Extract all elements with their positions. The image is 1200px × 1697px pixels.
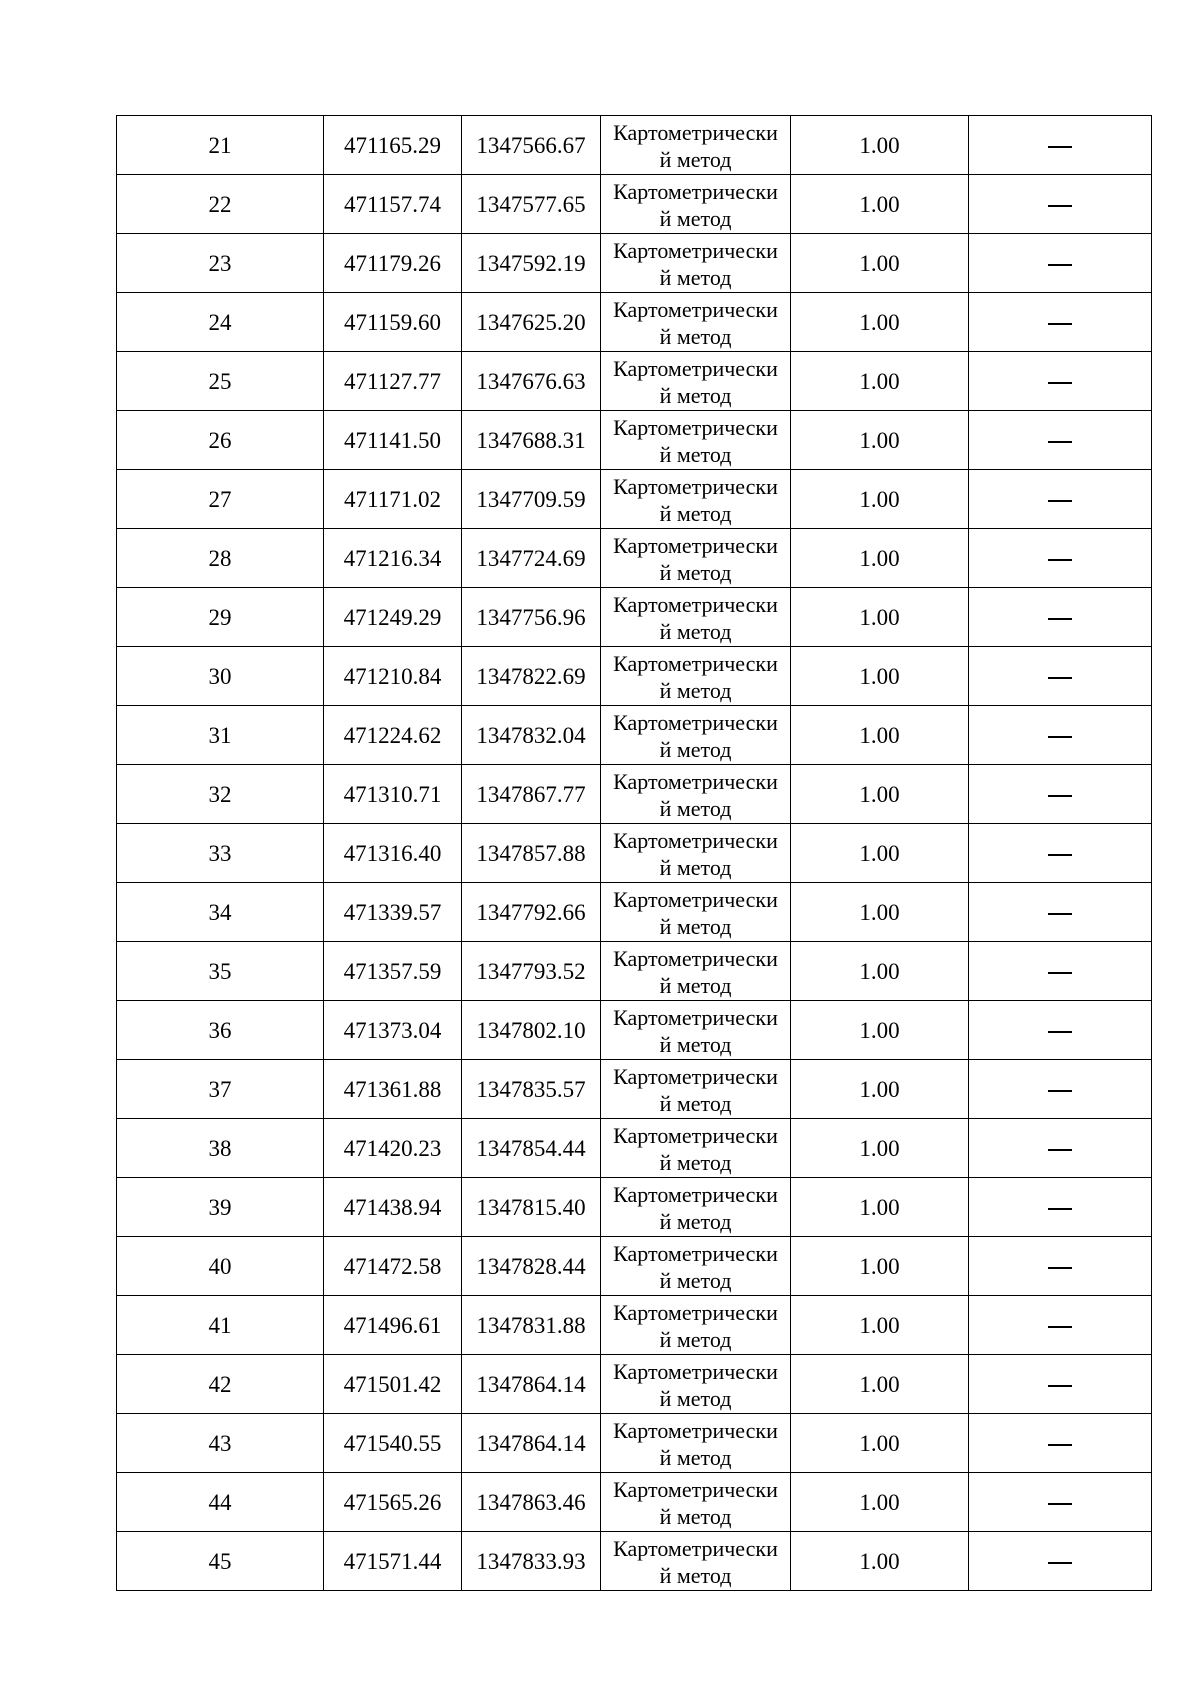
y-coordinate-cell: 1347592.19: [462, 234, 601, 293]
method-text-line-1: Картометрически: [613, 1064, 778, 1089]
note-cell: [969, 411, 1152, 470]
point-number-cell: 41: [117, 1296, 324, 1355]
method-text-line-1: Картометрически: [613, 828, 778, 853]
method-text-line-2: й метод: [659, 324, 732, 349]
table-row: [117, 942, 1152, 1001]
method-text-line-1: Картометрически: [613, 415, 778, 440]
method-text-line-2: й метод: [659, 619, 732, 644]
note-cell: [969, 706, 1152, 765]
em-dash-mark: [1048, 441, 1072, 443]
x-coordinate-cell: 471501.42: [324, 1355, 462, 1414]
table-row: [117, 352, 1152, 411]
y-coordinate-cell: 1347857.88: [462, 824, 601, 883]
em-dash-mark: [1048, 264, 1072, 266]
table-row: [117, 1296, 1152, 1355]
point-number-cell: 34: [117, 883, 324, 942]
point-number-cell: 30: [117, 647, 324, 706]
em-dash-mark: [1048, 1562, 1072, 1564]
method-cell: [601, 588, 791, 647]
y-coordinate-cell: 1347724.69: [462, 529, 601, 588]
table-row: [117, 647, 1152, 706]
method-text-line-2: й метод: [659, 1327, 732, 1352]
y-coordinate-cell: 1347815.40: [462, 1178, 601, 1237]
x-coordinate-cell: 471159.60: [324, 293, 462, 352]
note-cell: [969, 1532, 1152, 1591]
note-cell: [969, 588, 1152, 647]
y-coordinate-cell: 1347822.69: [462, 647, 601, 706]
accuracy-cell: 1.00: [791, 1119, 969, 1178]
method-text-line-2: й метод: [659, 1504, 732, 1529]
method-cell: [601, 1296, 791, 1355]
table-row: [117, 1001, 1152, 1060]
y-coordinate-cell: 1347835.57: [462, 1060, 601, 1119]
method-cell: [601, 883, 791, 942]
method-text-line-1: Картометрически: [613, 1359, 778, 1384]
method-text-line-2: й метод: [659, 1209, 732, 1234]
note-cell: [969, 1001, 1152, 1060]
method-text-line-2: й метод: [659, 442, 732, 467]
coordinates-table-body: [117, 116, 1152, 1591]
point-number-cell: 31: [117, 706, 324, 765]
note-cell: [969, 175, 1152, 234]
accuracy-cell: 1.00: [791, 470, 969, 529]
point-number-cell: 37: [117, 1060, 324, 1119]
accuracy-cell: 1.00: [791, 1178, 969, 1237]
table-row: [117, 765, 1152, 824]
method-text-line-1: Картометрически: [613, 592, 778, 617]
method-text-line-1: Картометрически: [613, 297, 778, 322]
table-row: [117, 470, 1152, 529]
method-cell: [601, 1237, 791, 1296]
note-cell: [969, 234, 1152, 293]
em-dash-mark: [1048, 559, 1072, 561]
method-cell: [601, 1532, 791, 1591]
y-coordinate-cell: 1347709.59: [462, 470, 601, 529]
table-row: [117, 116, 1152, 175]
method-text-line-1: Картометрически: [613, 1005, 778, 1030]
method-text-line-2: й метод: [659, 914, 732, 939]
accuracy-cell: 1.00: [791, 411, 969, 470]
method-text-line-2: й метод: [659, 678, 732, 703]
em-dash-mark: [1048, 1267, 1072, 1269]
accuracy-cell: 1.00: [791, 1001, 969, 1060]
accuracy-cell: 1.00: [791, 1237, 969, 1296]
em-dash-mark: [1048, 1503, 1072, 1505]
x-coordinate-cell: 471361.88: [324, 1060, 462, 1119]
point-number-cell: 23: [117, 234, 324, 293]
method-cell: [601, 824, 791, 883]
method-cell: [601, 647, 791, 706]
y-coordinate-cell: 1347864.14: [462, 1355, 601, 1414]
method-text-line-2: й метод: [659, 1150, 732, 1175]
accuracy-cell: 1.00: [791, 529, 969, 588]
note-cell: [969, 293, 1152, 352]
method-text-line-1: Картометрически: [613, 1477, 778, 1502]
method-text-line-1: Картометрически: [613, 1241, 778, 1266]
note-cell: [969, 824, 1152, 883]
table-row: [117, 824, 1152, 883]
method-cell: [601, 942, 791, 1001]
method-text-line-1: Картометрически: [613, 1536, 778, 1561]
method-text-line-2: й метод: [659, 855, 732, 880]
accuracy-cell: 1.00: [791, 883, 969, 942]
x-coordinate-cell: 471179.26: [324, 234, 462, 293]
x-coordinate-cell: 471310.71: [324, 765, 462, 824]
method-text-line-2: й метод: [659, 1032, 732, 1057]
accuracy-cell: 1.00: [791, 765, 969, 824]
note-cell: [969, 352, 1152, 411]
method-cell: [601, 1473, 791, 1532]
method-cell: [601, 175, 791, 234]
em-dash-mark: [1048, 1444, 1072, 1446]
accuracy-cell: 1.00: [791, 1060, 969, 1119]
note-cell: [969, 1178, 1152, 1237]
x-coordinate-cell: 471210.84: [324, 647, 462, 706]
note-cell: [969, 470, 1152, 529]
x-coordinate-cell: 471496.61: [324, 1296, 462, 1355]
method-cell: [601, 1119, 791, 1178]
method-text-line-2: й метод: [659, 265, 732, 290]
em-dash-mark: [1048, 146, 1072, 148]
accuracy-cell: 1.00: [791, 1296, 969, 1355]
table-row: [117, 1060, 1152, 1119]
point-number-cell: 42: [117, 1355, 324, 1414]
method-text-line-2: й метод: [659, 147, 732, 172]
accuracy-cell: 1.00: [791, 588, 969, 647]
em-dash-mark: [1048, 795, 1072, 797]
method-text-line-1: Картометрически: [613, 238, 778, 263]
x-coordinate-cell: 471127.77: [324, 352, 462, 411]
method-text-line-2: й метод: [659, 1091, 732, 1116]
method-cell: [601, 1001, 791, 1060]
x-coordinate-cell: 471373.04: [324, 1001, 462, 1060]
method-cell: [601, 1414, 791, 1473]
em-dash-mark: [1048, 913, 1072, 915]
table-row: [117, 1119, 1152, 1178]
accuracy-cell: 1.00: [791, 1532, 969, 1591]
x-coordinate-cell: 471438.94: [324, 1178, 462, 1237]
em-dash-mark: [1048, 618, 1072, 620]
x-coordinate-cell: 471339.57: [324, 883, 462, 942]
coordinates-table: [116, 115, 1152, 1591]
method-text-line-2: й метод: [659, 1386, 732, 1411]
table-row: [117, 411, 1152, 470]
accuracy-cell: 1.00: [791, 175, 969, 234]
point-number-cell: 24: [117, 293, 324, 352]
table-row: [117, 293, 1152, 352]
x-coordinate-cell: 471571.44: [324, 1532, 462, 1591]
note-cell: [969, 942, 1152, 1001]
table-row: [117, 175, 1152, 234]
accuracy-cell: 1.00: [791, 234, 969, 293]
table-row: [117, 883, 1152, 942]
method-text-line-1: Картометрически: [613, 474, 778, 499]
method-cell: [601, 234, 791, 293]
method-text-line-1: Картометрически: [613, 769, 778, 794]
x-coordinate-cell: 471216.34: [324, 529, 462, 588]
x-coordinate-cell: 471565.26: [324, 1473, 462, 1532]
note-cell: [969, 1296, 1152, 1355]
em-dash-mark: [1048, 1385, 1072, 1387]
point-number-cell: 38: [117, 1119, 324, 1178]
x-coordinate-cell: 471171.02: [324, 470, 462, 529]
method-text-line-1: Картометрически: [613, 710, 778, 735]
method-text-line-2: й метод: [659, 501, 732, 526]
note-cell: [969, 1119, 1152, 1178]
em-dash-mark: [1048, 323, 1072, 325]
point-number-cell: 32: [117, 765, 324, 824]
x-coordinate-cell: 471165.29: [324, 116, 462, 175]
note-cell: [969, 647, 1152, 706]
point-number-cell: 39: [117, 1178, 324, 1237]
x-coordinate-cell: 471249.29: [324, 588, 462, 647]
y-coordinate-cell: 1347577.65: [462, 175, 601, 234]
accuracy-cell: 1.00: [791, 1355, 969, 1414]
note-cell: [969, 1414, 1152, 1473]
table-row: [117, 1178, 1152, 1237]
x-coordinate-cell: 471540.55: [324, 1414, 462, 1473]
method-text-line-2: й метод: [659, 206, 732, 231]
method-cell: [601, 529, 791, 588]
method-text-line-1: Картометрически: [613, 1123, 778, 1148]
em-dash-mark: [1048, 972, 1072, 974]
em-dash-mark: [1048, 1090, 1072, 1092]
method-cell: [601, 765, 791, 824]
em-dash-mark: [1048, 854, 1072, 856]
note-cell: [969, 529, 1152, 588]
accuracy-cell: 1.00: [791, 942, 969, 1001]
accuracy-cell: 1.00: [791, 1414, 969, 1473]
y-coordinate-cell: 1347756.96: [462, 588, 601, 647]
note-cell: [969, 1355, 1152, 1414]
accuracy-cell: 1.00: [791, 647, 969, 706]
em-dash-mark: [1048, 736, 1072, 738]
note-cell: [969, 883, 1152, 942]
em-dash-mark: [1048, 677, 1072, 679]
y-coordinate-cell: 1347864.14: [462, 1414, 601, 1473]
method-cell: [601, 470, 791, 529]
table-row: [117, 1414, 1152, 1473]
method-text-line-1: Картометрически: [613, 887, 778, 912]
em-dash-mark: [1048, 500, 1072, 502]
em-dash-mark: [1048, 382, 1072, 384]
y-coordinate-cell: 1347793.52: [462, 942, 601, 1001]
table-row: [117, 588, 1152, 647]
point-number-cell: 40: [117, 1237, 324, 1296]
method-text-line-2: й метод: [659, 383, 732, 408]
y-coordinate-cell: 1347676.63: [462, 352, 601, 411]
note-cell: [969, 116, 1152, 175]
method-text-line-2: й метод: [659, 1445, 732, 1470]
point-number-cell: 44: [117, 1473, 324, 1532]
point-number-cell: 26: [117, 411, 324, 470]
accuracy-cell: 1.00: [791, 116, 969, 175]
method-cell: [601, 1060, 791, 1119]
note-cell: [969, 1060, 1152, 1119]
method-text-line-2: й метод: [659, 973, 732, 998]
method-text-line-1: Картометрически: [613, 651, 778, 676]
method-cell: [601, 116, 791, 175]
table-row: [117, 1237, 1152, 1296]
point-number-cell: 43: [117, 1414, 324, 1473]
x-coordinate-cell: 471357.59: [324, 942, 462, 1001]
x-coordinate-cell: 471316.40: [324, 824, 462, 883]
x-coordinate-cell: 471141.50: [324, 411, 462, 470]
note-cell: [969, 1237, 1152, 1296]
x-coordinate-cell: 471157.74: [324, 175, 462, 234]
y-coordinate-cell: 1347831.88: [462, 1296, 601, 1355]
method-text-line-2: й метод: [659, 1563, 732, 1588]
point-number-cell: 28: [117, 529, 324, 588]
y-coordinate-cell: 1347833.93: [462, 1532, 601, 1591]
point-number-cell: 22: [117, 175, 324, 234]
y-coordinate-cell: 1347828.44: [462, 1237, 601, 1296]
table-row: [117, 706, 1152, 765]
method-text-line-1: Картометрически: [613, 1418, 778, 1443]
method-text-line-2: й метод: [659, 560, 732, 585]
y-coordinate-cell: 1347688.31: [462, 411, 601, 470]
method-cell: [601, 706, 791, 765]
note-cell: [969, 1473, 1152, 1532]
method-text-line-2: й метод: [659, 1268, 732, 1293]
accuracy-cell: 1.00: [791, 824, 969, 883]
method-text-line-2: й метод: [659, 796, 732, 821]
x-coordinate-cell: 471472.58: [324, 1237, 462, 1296]
table-row: [117, 529, 1152, 588]
table-row: [117, 1473, 1152, 1532]
table-row: [117, 1532, 1152, 1591]
em-dash-mark: [1048, 1031, 1072, 1033]
accuracy-cell: 1.00: [791, 1473, 969, 1532]
method-cell: [601, 352, 791, 411]
method-text-line-1: Картометрически: [613, 120, 778, 145]
accuracy-cell: 1.00: [791, 352, 969, 411]
x-coordinate-cell: 471224.62: [324, 706, 462, 765]
point-number-cell: 33: [117, 824, 324, 883]
method-cell: [601, 1178, 791, 1237]
method-text-line-2: й метод: [659, 737, 732, 762]
y-coordinate-cell: 1347832.04: [462, 706, 601, 765]
note-cell: [969, 765, 1152, 824]
point-number-cell: 36: [117, 1001, 324, 1060]
y-coordinate-cell: 1347854.44: [462, 1119, 601, 1178]
y-coordinate-cell: 1347867.77: [462, 765, 601, 824]
accuracy-cell: 1.00: [791, 706, 969, 765]
method-text-line-1: Картометрически: [613, 179, 778, 204]
accuracy-cell: 1.00: [791, 293, 969, 352]
method-cell: [601, 1355, 791, 1414]
em-dash-mark: [1048, 205, 1072, 207]
method-text-line-1: Картометрически: [613, 533, 778, 558]
x-coordinate-cell: 471420.23: [324, 1119, 462, 1178]
y-coordinate-cell: 1347792.66: [462, 883, 601, 942]
y-coordinate-cell: 1347625.20: [462, 293, 601, 352]
point-number-cell: 25: [117, 352, 324, 411]
table-row: [117, 1355, 1152, 1414]
point-number-cell: 27: [117, 470, 324, 529]
y-coordinate-cell: 1347566.67: [462, 116, 601, 175]
em-dash-mark: [1048, 1149, 1072, 1151]
em-dash-mark: [1048, 1208, 1072, 1210]
table-row: [117, 234, 1152, 293]
y-coordinate-cell: 1347863.46: [462, 1473, 601, 1532]
method-cell: [601, 293, 791, 352]
method-text-line-1: Картометрически: [613, 356, 778, 381]
y-coordinate-cell: 1347802.10: [462, 1001, 601, 1060]
method-text-line-1: Картометрически: [613, 1182, 778, 1207]
method-text-line-1: Картометрически: [613, 946, 778, 971]
point-number-cell: 29: [117, 588, 324, 647]
method-cell: [601, 411, 791, 470]
point-number-cell: 35: [117, 942, 324, 1001]
method-text-line-1: Картометрически: [613, 1300, 778, 1325]
point-number-cell: 21: [117, 116, 324, 175]
point-number-cell: 45: [117, 1532, 324, 1591]
em-dash-mark: [1048, 1326, 1072, 1328]
